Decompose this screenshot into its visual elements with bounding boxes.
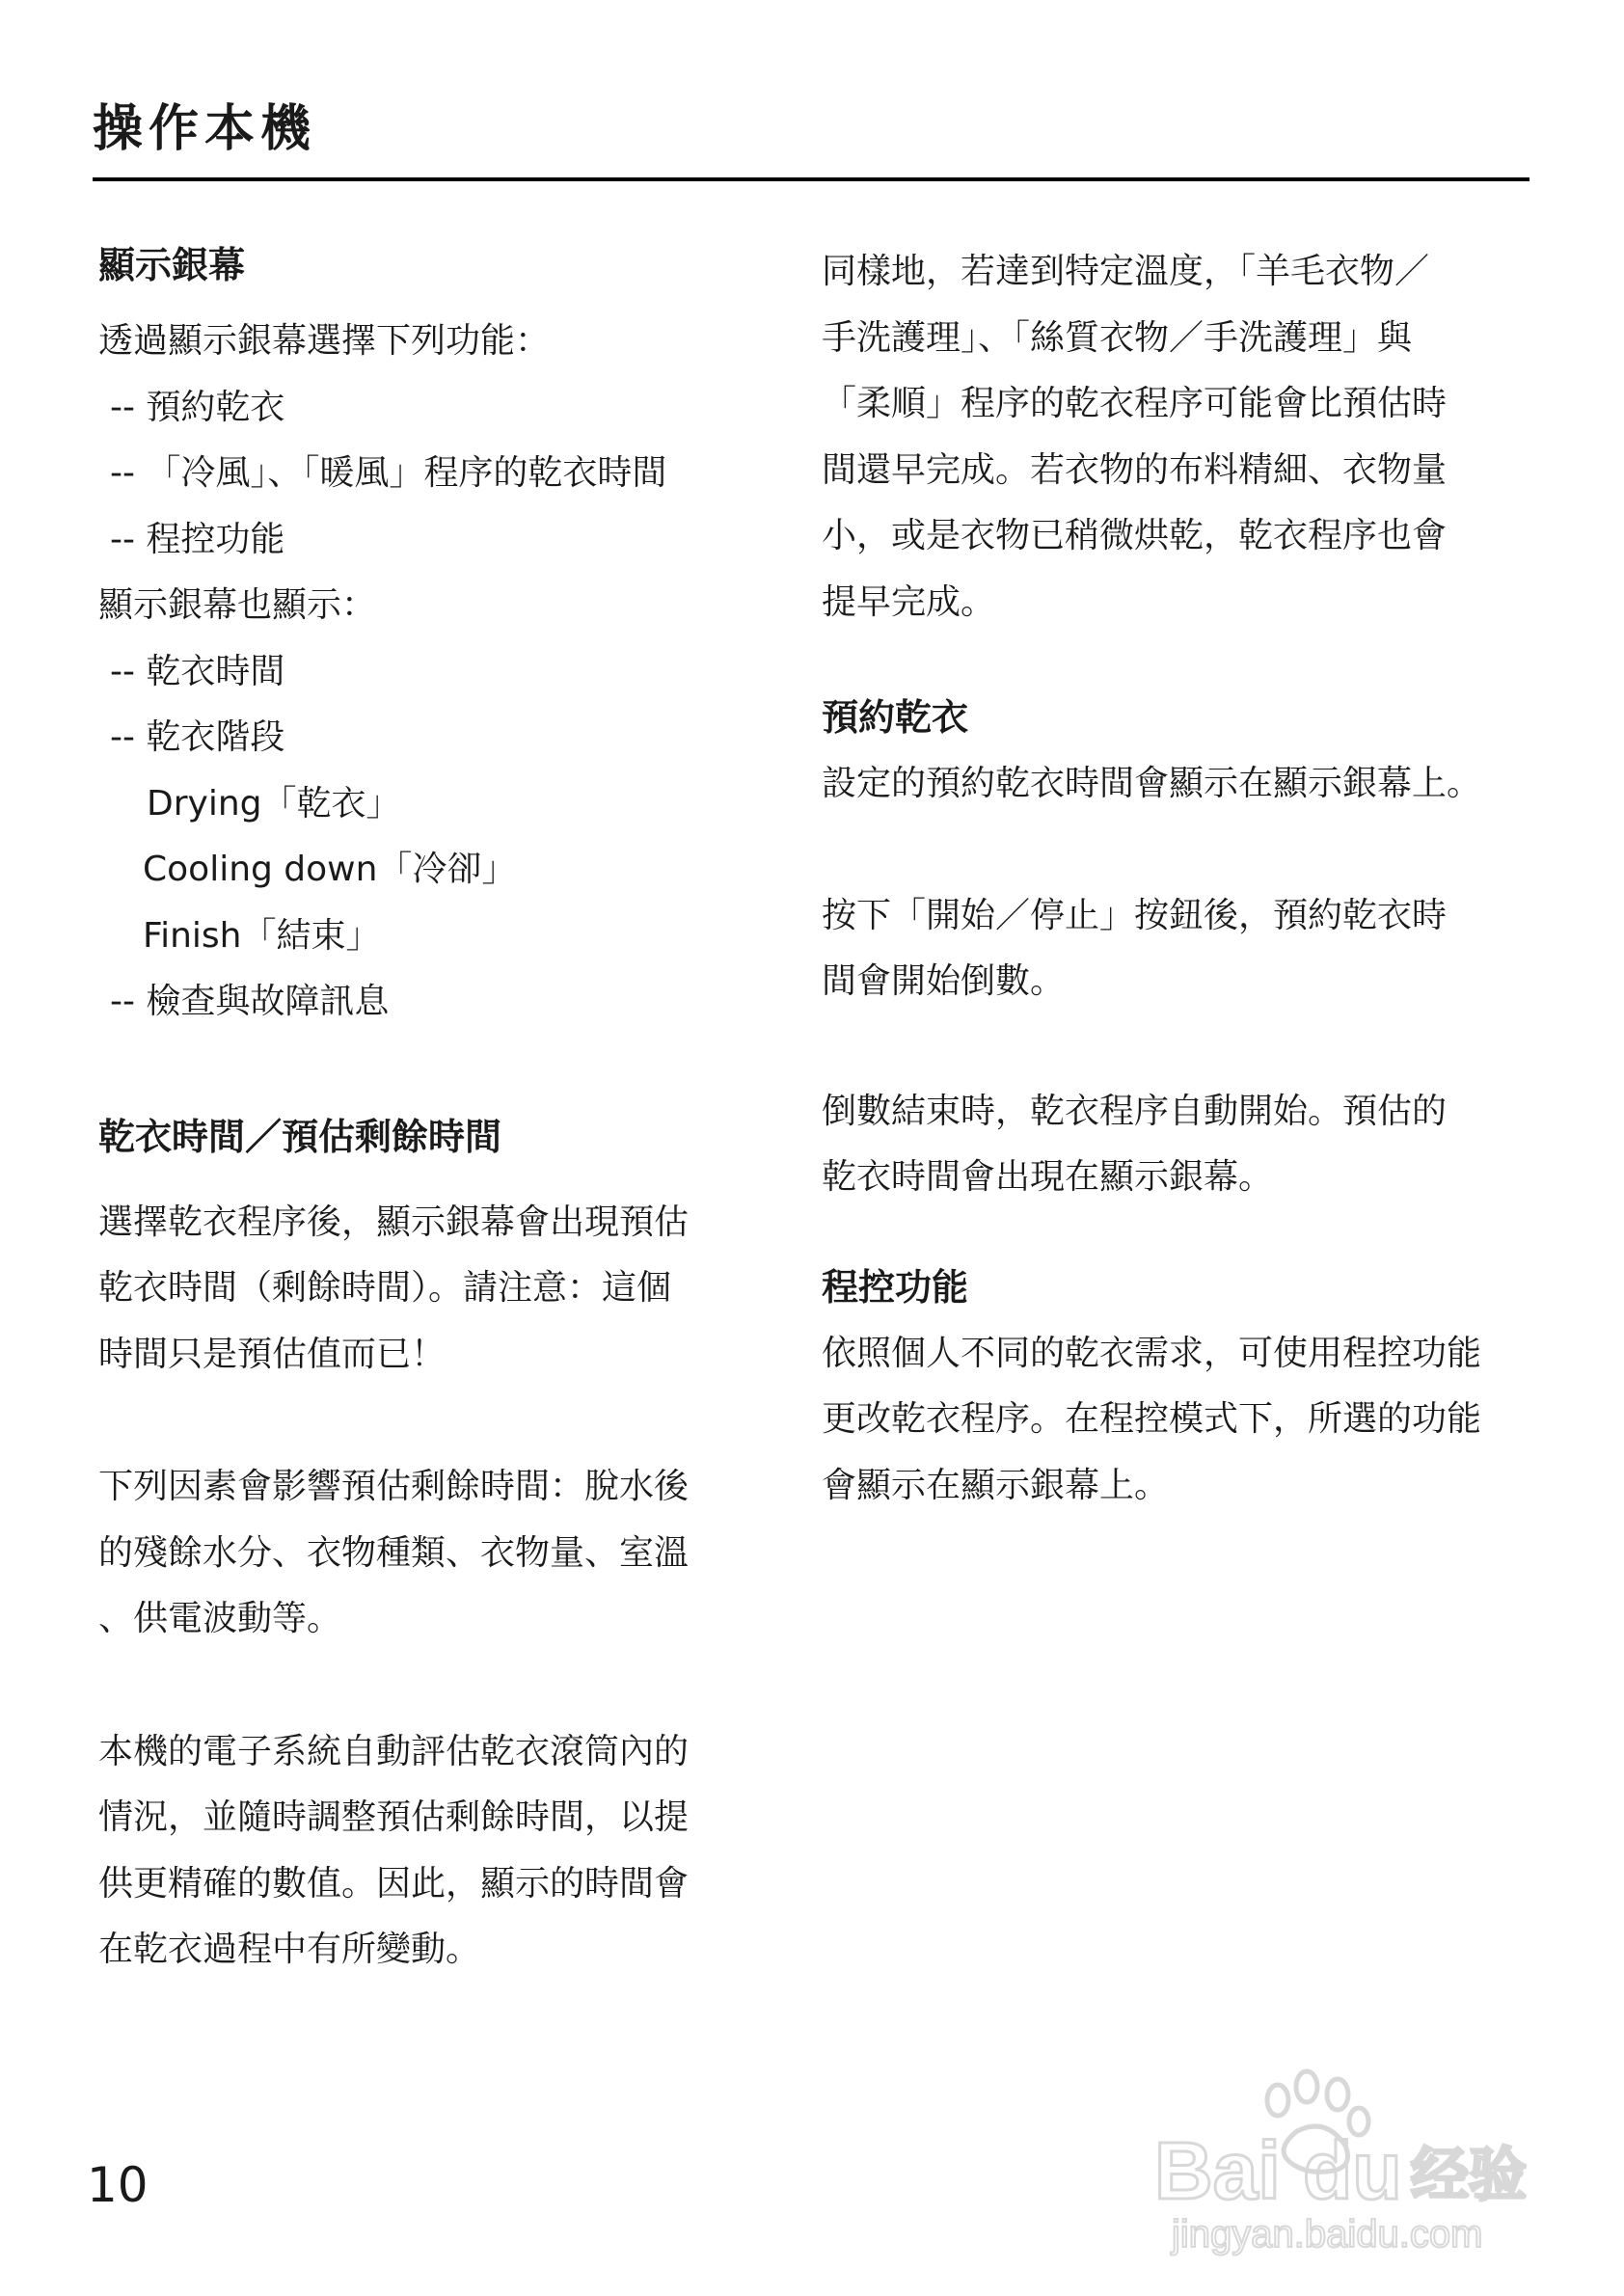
list-item: -- 程控功能 xyxy=(110,519,285,559)
section-heading-drying-time: 乾衣時間／預估剩餘時間 xyxy=(98,1115,502,1158)
drying-time-paragraph-3: 本機的電子系統自動評估乾衣滾筒內的 情況，並隨時調整預估剩餘時間，以提 供更精確的數值。因此，顯示的時間會 在乾衣過程中有所變動。 xyxy=(98,1731,690,1969)
section-heading-display: 顯示銀幕 xyxy=(98,244,246,286)
delay-start-paragraph-3: 倒數結束時，乾衣程序自動開始。預估的 乾衣時間會出現在顯示銀幕。 xyxy=(822,1091,1448,1197)
list-item: -- 乾衣時間 xyxy=(110,651,285,691)
drying-time-paragraph-2: 下列因素會影響預估剩餘時間：脫水後 的殘餘水分、衣物種類、衣物量、室溫 、供電波動等。 xyxy=(98,1467,690,1638)
section-heading-delay-start: 預約乾衣 xyxy=(822,696,969,739)
list-item: -- 乾衣階段 xyxy=(110,717,285,757)
page-number: 10 xyxy=(87,2157,149,2213)
display-shows-list xyxy=(98,639,793,1036)
baidu-watermark-logo xyxy=(1152,2064,1557,2256)
program-function-paragraph: 依照個人不同的乾衣需求，可使用程控功能 更改乾衣程序。在程控模式下，所選的功能 會顯示在顯示銀幕上。 xyxy=(822,1333,1482,1505)
display-also-shows: 顯示銀幕也顯示： xyxy=(98,585,377,625)
watermark-url: jingyan.baidu.com xyxy=(1172,2213,1483,2255)
list-item: -- 檢查與故障訊息 xyxy=(110,982,390,1021)
drying-time-paragraph-1: 選擇乾衣程序後，顯示銀幕會出現預估 乾衣時間（剩餘時間）。請注意：這個 時間只是預估值而已！ xyxy=(98,1202,690,1374)
left-column xyxy=(98,231,793,1984)
display-intro: 透過顯示銀幕選擇下列功能： xyxy=(98,321,551,361)
watermark-brand: Bai du xyxy=(1154,2125,1402,2216)
display-function-list xyxy=(98,375,793,574)
stage-item: Drying「乾衣」 xyxy=(147,783,401,824)
early-finish-paragraph: 同樣地，若達到特定溫度，「羊毛衣物／ 手洗護理」、「絲質衣物／手洗護理」與 「柔順」程序的乾衣程序可能會比預估時 間還早完成。若衣物的布料精細、衣物量 小，或是衣物已稍微烘乾，乾衣程序也會 提早完成。 xyxy=(822,252,1448,622)
list-item: -- 預約乾衣 xyxy=(110,387,285,427)
watermark-brand-cn: 经验 xyxy=(1411,2142,1527,2209)
title-rule xyxy=(93,177,1529,181)
section-heading-program-function: 程控功能 xyxy=(822,1265,969,1309)
list-item: -- 「冷風」、「暖風」程序的乾衣時間 xyxy=(110,453,667,493)
page-title: 操作本機 xyxy=(93,100,317,158)
delay-start-paragraph-2: 按下「開始／停止」按鈕後，預約乾衣時 間會開始倒數。 xyxy=(822,895,1448,1001)
stage-item: Cooling down「冷卻」 xyxy=(143,850,517,889)
stage-item: Finish「結束」 xyxy=(143,915,381,956)
right-column xyxy=(822,231,1535,1519)
delay-start-paragraph-1: 設定的預約乾衣時間會顯示在顯示銀幕上。 xyxy=(822,764,1482,803)
